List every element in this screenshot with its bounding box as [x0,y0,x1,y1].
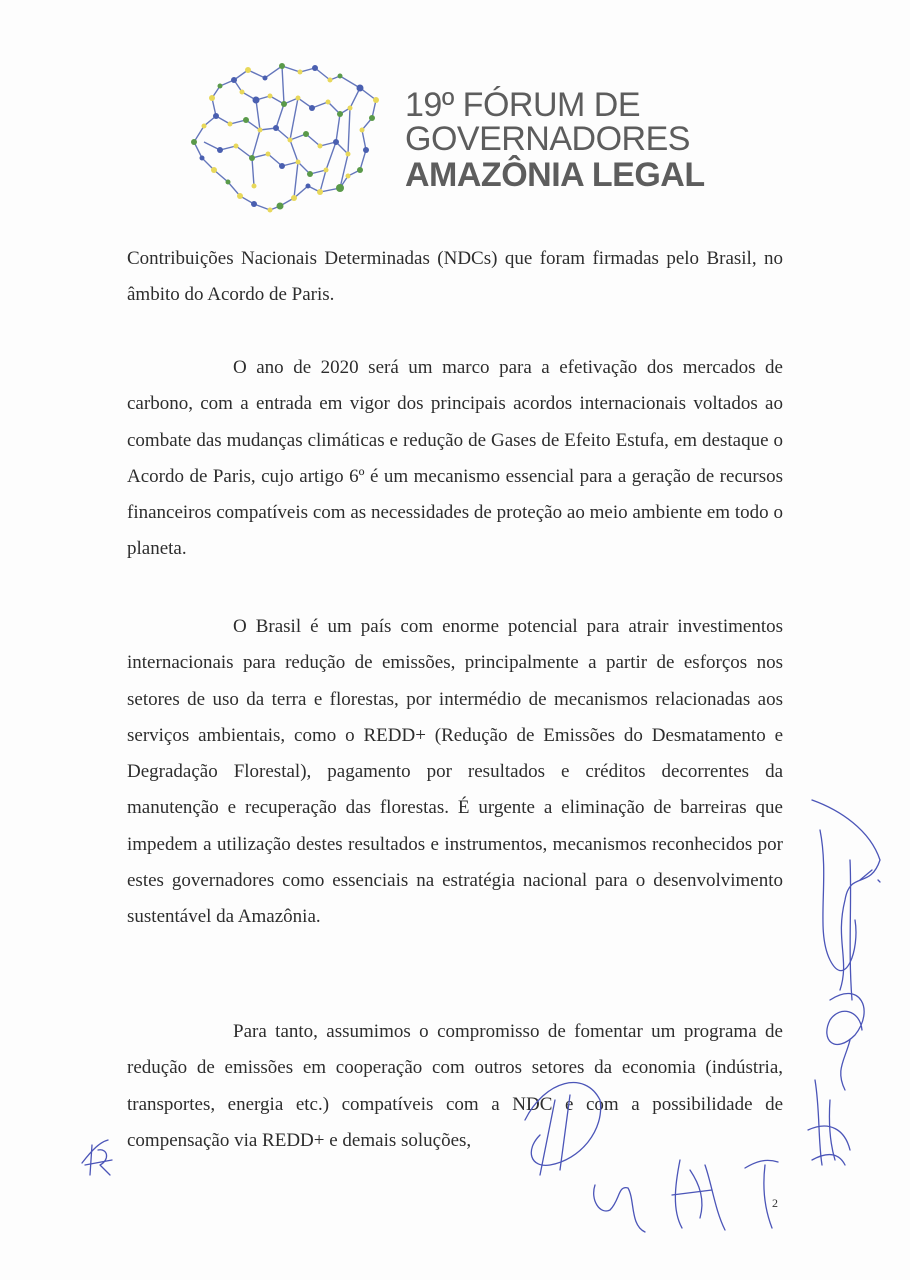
paragraph-text: O Brasil é um país com enorme potencial para atrair investimentos internacionais para redução de emissões, principalmente a partir de esforços nos setores de uso da terra e florestas, por intermédio de mecanismos relacionadas aos serviços ambientais, como o REDD+ (Redução de Emissões do Desmatamento e Degradação Florestal), pagamento por resultados e créditos decorrentes da manutenção e recuperação das florestas. É urgente a eliminação de barreiras que impedem a utilização destes resultados e instrumentos, mecanismos reconhecidos por estes governadores como essenciais na estratégia nacional para o desenvolvimento sustentável da Amazônia. [127,616,783,928]
paragraph-4 [127,1014,783,1159]
logo-line-edition: 19º FÓRUM DE [405,86,641,124]
forum-title [405,88,705,194]
signature-bottom-row [594,1160,778,1232]
paragraph-text: Contribuições Nacionais Determinadas (NDCs) que foram firmadas pelo Brasil, no âmbito do Acordo de Paris. [127,248,783,306]
paragraph-2 [127,350,783,568]
page-number: 2 [772,1196,778,1210]
paragraph-text: Para tanto, assumimos o compromisso de fomentar um programa de redução de emissões em cooperação com outros setores da economia (indústria, transportes, energia etc.) compatíveis com a NDC e com a possibilidade de compensação via REDD+ e demais soluções, [127,1021,783,1151]
signature-left-initials [82,1140,112,1175]
forum-logo [190,58,730,218]
logo-line-amazonia: AMAZÔNIA LEGAL [405,156,705,194]
amazonia-map-network-icon [190,58,405,218]
paragraph-3 [127,609,783,936]
signature-right-margin-small [808,1080,850,1165]
logo-line-governors: GOVERNADORES [405,120,690,158]
signature-right-margin-large [812,800,880,1090]
paragraph-1 [127,241,783,314]
paragraph-text: O ano de 2020 será um marco para a efetivação dos mercados de carbono, com a entrada em vigor dos principais acordos internacionais voltados ao combate das mudanças climáticas e redução de Gases de Efeito Estufa, em destaque o Acordo de Paris, cujo artigo 6º é um mecanismo essencial para a geração de recursos financeiros compatíveis com as necessidades de proteção ao meio ambiente em todo o planeta. [127,357,783,560]
